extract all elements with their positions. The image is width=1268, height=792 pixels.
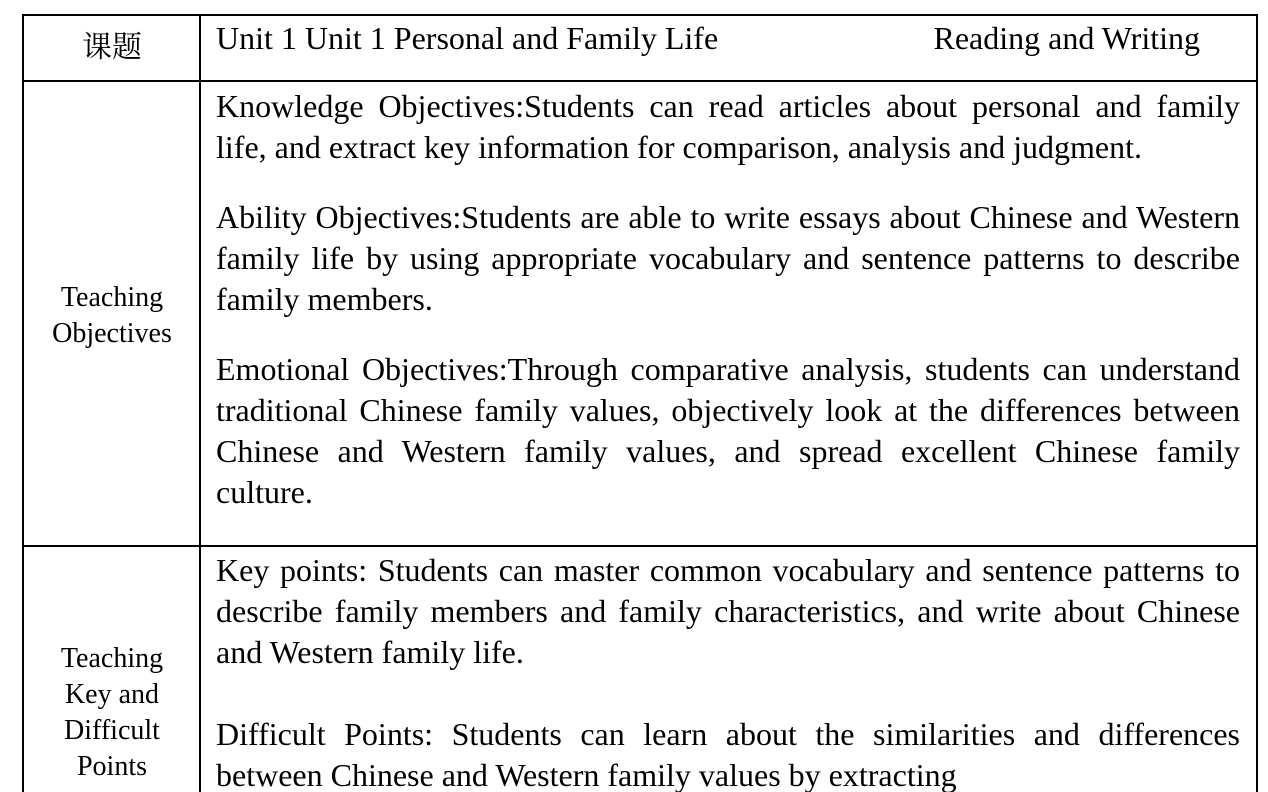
key-points-content (216, 550, 1240, 792)
header-title-row (216, 18, 1240, 59)
objectives-content (216, 86, 1240, 513)
row-divider-1 (22, 80, 1258, 82)
key-points-label: Teaching Key and Difficult Points (60, 643, 164, 782)
table-left-border (22, 14, 24, 792)
unit-title: Unit 1 Unit 1 Personal and Family Life (216, 20, 719, 56)
objectives-label: Teaching Objectives (52, 282, 172, 349)
row-divider-2 (22, 545, 1258, 547)
difficult-points: Difficult Points: Students can learn about the similarities and differences between Chinese and Western family values by extracting (216, 716, 1240, 792)
emotional-objectives: Emotional Objectives:Through comparative analysis, students can understand traditional Chinese family values, objectively look at the differences between Chinese and Western family values, and spread excellent Chinese family culture. (216, 351, 1240, 510)
table-top-border (22, 14, 1258, 16)
key-points: Key points: Students can master common vocabulary and sentence patterns to describe family members and family characteristics, and write about Chinese and Western family life. (216, 552, 1240, 670)
table-right-border (1256, 14, 1258, 792)
ability-objectives: Ability Objectives:Students are able to write essays about Chinese and Western family life by using appropriate vocabulary and sentence patterns to describe family members. (216, 199, 1240, 317)
header-label: 课题 (82, 31, 142, 64)
unit-subtitle: Reading and Writing (933, 20, 1200, 56)
knowledge-objectives: Knowledge Objectives:Students can read articles about personal and family life, and extract key information for comparison, analysis and judgment. (216, 88, 1240, 165)
column-divider (199, 14, 201, 792)
